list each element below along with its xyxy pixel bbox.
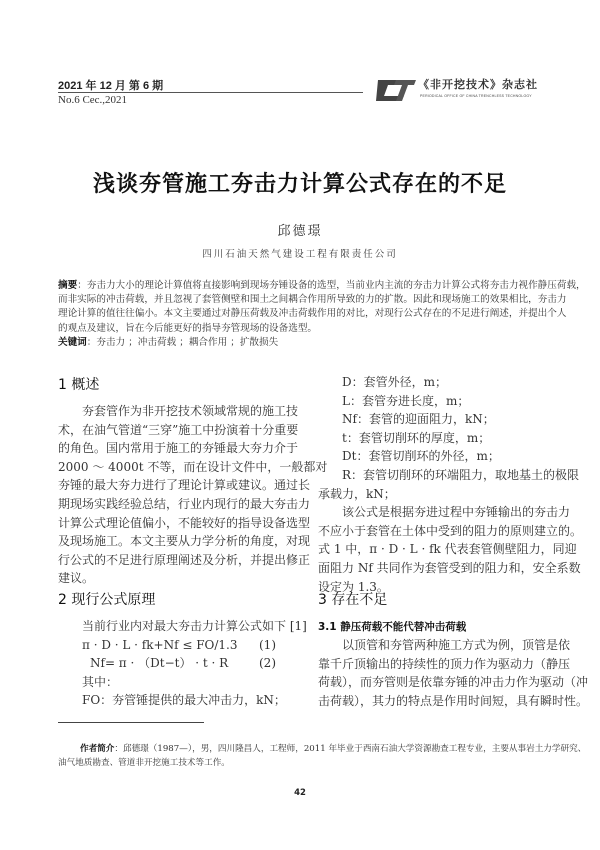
paragraph-line: 行公式的不足进行原理阐述及分析，并提出修正 bbox=[58, 552, 311, 567]
paragraph-line: 2000 ～ 4000t 不等，而在设计文件中，一般都对 bbox=[58, 459, 328, 474]
equation-1 bbox=[58, 636, 290, 655]
abstract-line: ：夯击力大小的理论计算值将直接影响到现场夯锤设备的选型，当前业内主流的夯击力计算公式将夯击力视作静压荷载， bbox=[77, 280, 586, 291]
author-affiliation: 四川石油天然气建设工程有限责任公司 bbox=[202, 249, 398, 260]
page-number: 42 bbox=[294, 788, 306, 798]
paragraph-line: 及现场施工。本文主要从力学分析的角度，对现 bbox=[58, 534, 311, 549]
journal-name: 《非开挖技术》杂志社 bbox=[418, 78, 538, 91]
keywords-label: 关键词 bbox=[58, 336, 87, 348]
section-2-formulas bbox=[58, 617, 307, 710]
issue-number: No.6 Cec.,2021 bbox=[58, 94, 128, 106]
author-bio bbox=[58, 742, 587, 770]
paragraph-line: 靠千斤顶输出的持续性的顶力作为驱动力（静压 bbox=[318, 656, 571, 671]
author-bio-line: 油气地质勘查、管道非开挖施工技术等工作。 bbox=[58, 758, 230, 768]
author-bio-line: ：邱德璟（1987—），男，四川隆昌人，工程师，2011 年毕业于西南石油大学资源勘查工程专业，主要从事岩土力学研究、 bbox=[114, 744, 587, 754]
section-3-1-heading: 3.1 静压荷载不能代替冲击荷载 bbox=[318, 621, 467, 633]
definition: R：套管切削环的环端阻力，取地基土的极限 bbox=[342, 467, 580, 482]
paragraph-line: 面阻力 Nf 共同作为套管受到的阻力和，安全系数 bbox=[318, 560, 581, 575]
paragraph-line: 术，在油气管道“三穿”施工中扮演着十分重要 bbox=[58, 422, 299, 437]
paragraph-line: 该公式是根据夯进过程中夯锤输出的夯击力 bbox=[342, 505, 571, 520]
keywords: ：夯击力 ；冲击荷载 ；耦合作用 ；扩散损失 bbox=[86, 336, 279, 348]
paragraph-line: 不应小于套管在土体中受到的阻力的原则建立的。 bbox=[318, 523, 583, 538]
paragraph-line: 以顶管和夯管两种施工方式为例，顶管是依 bbox=[342, 638, 571, 652]
definition: Nf：套管的迎面阻力，kN； bbox=[342, 412, 495, 427]
abstract bbox=[58, 279, 586, 350]
paragraph-line: 期现场实践经验总结，行业内现行的最大夯击力 bbox=[58, 496, 311, 511]
abstract-line: 而非实际的冲击荷载，并且忽视了套管侧壁和围土之间耦合作用所导致的力的扩散。因此和现场施工的效果相比，夯击力 bbox=[58, 294, 567, 306]
section-3-1-body bbox=[318, 636, 589, 710]
author-name: 邱德璟 bbox=[277, 224, 323, 239]
header-rule bbox=[58, 92, 363, 93]
definition: L：套管夯进长度，m； bbox=[342, 393, 470, 408]
formula-intro: 当前行业内对最大夯击力计算公式如下 [1] bbox=[82, 619, 307, 633]
abstract-line: 理论计算的值往往偏小。本文主要通过对静压荷载及冲击荷载作用的对比，对现行公式存在的不足进行阐述，并提出个人 bbox=[58, 308, 567, 320]
definition: 承载力，kN； bbox=[318, 486, 396, 501]
paragraph-line: 夯套管作为非开挖技术领域常规的施工技 bbox=[82, 404, 299, 418]
equation-2 bbox=[58, 654, 290, 673]
paragraph-line: 的角色。国内常用于施工的夯锤最大夯力介于 bbox=[58, 441, 299, 456]
equation-2-expression: Nf= π · （Dt−t） · t · R bbox=[90, 656, 229, 671]
section-1-body bbox=[58, 402, 328, 588]
definition: FO：夯管锤提供的最大冲击力，kN； bbox=[82, 693, 286, 708]
paragraph-line: 击荷载），其力的特点是作用时间短，具有瞬时性。 bbox=[318, 693, 589, 708]
paragraph-line: 夯锤的最大夯力进行了理论计算或建议。通过长 bbox=[58, 478, 311, 493]
definition: Dt：套管切削环的外径，m； bbox=[342, 449, 500, 464]
definitions-continued bbox=[318, 373, 583, 596]
definition: D：套管外径，m； bbox=[342, 375, 448, 389]
equation-1-number: (1) bbox=[259, 637, 276, 652]
author-bio-label: 作者简介 bbox=[80, 744, 115, 754]
paragraph-line: 荷载），而夯管则是依靠夯锤的冲击力作为驱动（冲 bbox=[318, 675, 589, 690]
journal-name-en: PERIODICAL OFFICE OF CHINA TRENCHLESS TECHNOLOGY bbox=[420, 94, 532, 98]
paragraph-line: 设定为 1.3。 bbox=[318, 579, 389, 594]
definition: t：套管切削环的厚度，m； bbox=[342, 430, 491, 445]
abstract-label: 摘要 bbox=[58, 280, 78, 291]
where-label: 其中： bbox=[82, 674, 119, 689]
equation-2-number: (2) bbox=[259, 656, 276, 671]
section-3-heading: 3 存在不足 bbox=[318, 592, 388, 608]
footnote-rule bbox=[58, 722, 204, 723]
paragraph-line: 计算公式理论值偏小，不能较好的指导设备选型 bbox=[58, 515, 311, 530]
paragraph-line: 建议。 bbox=[58, 571, 95, 586]
issue-date: 2021 年 12 月 第 6 期 bbox=[58, 80, 164, 92]
equation-1-expression: π · D · L · fk+Nf ≤ FO/1.3 bbox=[82, 637, 238, 652]
paragraph-line: 式 1 中，π · D · L · fk 代表套管侧壁阻力，同迎 bbox=[318, 542, 577, 557]
section-1-heading: 1 概述 bbox=[58, 377, 100, 393]
section-2-heading: 2 现行公式原理 bbox=[58, 592, 156, 608]
abstract-line: 的观点及建议，旨在今后能更好的指导夯管现场的设备选型。 bbox=[58, 322, 318, 334]
article-title: 浅谈夯管施工夯击力计算公式存在的不足 bbox=[92, 171, 507, 197]
